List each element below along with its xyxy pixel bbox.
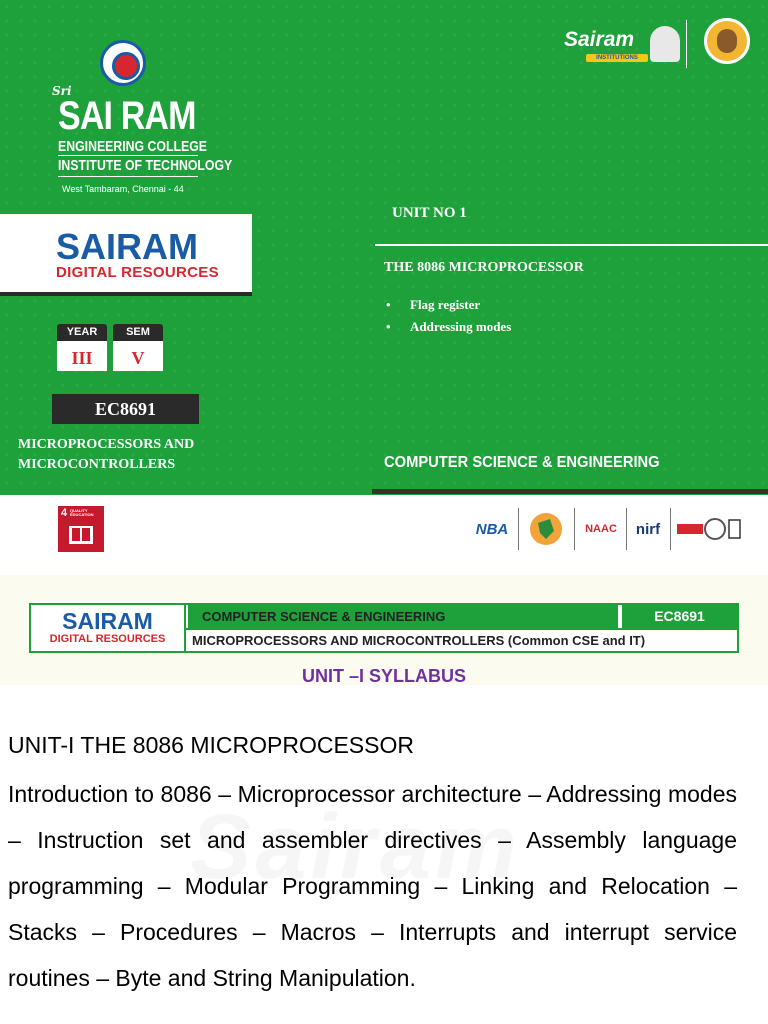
topic-list (386, 297, 511, 341)
department-name: COMPUTER SCIENCE & ENGINEERING (384, 454, 660, 471)
nba-logo-icon: NBA (475, 520, 509, 538)
course-code: EC8691 (52, 394, 199, 424)
book-icon (69, 526, 93, 544)
header-department: COMPUTER SCIENCE & ENGINEERING (188, 605, 618, 628)
unit-title: UNIT-I THE 8086 MICROPROCESSOR (8, 732, 414, 758)
college-crest-icon (100, 40, 146, 86)
sem-value: V (113, 341, 163, 371)
naac-logo-icon: NAAC (585, 523, 617, 535)
portrait-icon (650, 26, 680, 62)
sdg-quality-education-icon (58, 506, 104, 552)
divider (626, 508, 627, 550)
college-line2: ENGINEERING COLLEGE (58, 138, 207, 155)
divider (58, 155, 198, 156)
divider (670, 508, 671, 550)
divider (375, 244, 768, 246)
sdg-text: QUALITY EDUCATION (70, 508, 94, 517)
course-name: MICROPROCESSORS AND MICROCONTROLLERS (18, 437, 195, 472)
college-prefix: Sri (52, 84, 72, 98)
syllabus-heading: UNIT –I SYLLABUS (301, 666, 466, 686)
sairam-digital-resources-logo (31, 605, 186, 651)
header-subject: MICROPROCESSORS AND MICROCONTROLLERS (Common CSE and IT) (192, 633, 646, 648)
banner-title: SAIRAM (56, 226, 198, 267)
accreditation-logos (474, 506, 744, 552)
sem-box (113, 324, 163, 374)
nirf-logo-icon: nirf (635, 520, 661, 538)
header-course-code: EC8691 (620, 605, 737, 628)
logo-title: SAIRAM (62, 608, 153, 634)
brand-name: Sairam (564, 28, 635, 51)
college-line3: INSTITUTE OF TECHNOLOGY (58, 157, 233, 174)
year-value: III (57, 341, 107, 371)
founder-seal-icon (704, 18, 750, 64)
divider (372, 489, 768, 494)
list-item: • Flag register (386, 297, 511, 319)
sem-label: SEM (113, 324, 163, 341)
sdg-number: 4 (61, 507, 68, 519)
year-label: YEAR (57, 324, 107, 341)
syllabus-slide (0, 575, 768, 1024)
unit-topic: THE 8086 MICROPROCESSOR (384, 260, 584, 275)
brand-tagline: INSTITUTIONS (586, 54, 648, 62)
banner-subtitle: DIGITAL RESOURCES (56, 264, 219, 281)
divider (518, 508, 519, 550)
unit-number: UNIT NO 1 (392, 205, 467, 221)
year-box (57, 324, 107, 374)
certification-logo-icon (676, 506, 742, 552)
college-logo (48, 36, 233, 201)
college-name: SAI RAM (58, 94, 196, 138)
divider (58, 176, 198, 177)
slide-header (29, 603, 739, 653)
college-address: West Tambaram, Chennai - 44 (62, 184, 184, 194)
divider (574, 508, 575, 550)
syllabus-body: Introduction to 8086 – Microprocessor architecture – Addressing modes – Instruction set and assembler directives – Assembly language programming – Modular Programming – Linking and Relocation – Stacks – Procedures – Macros – Interrupts and interrupt service routines – Byte and String Manipulation. (8, 781, 737, 991)
sairam-institutions-logo (556, 24, 756, 70)
digital-resources-banner (0, 214, 252, 296)
divider (686, 20, 687, 68)
list-item: • Addressing modes (386, 319, 511, 341)
india-emblem-icon (526, 506, 566, 552)
logo-subtitle: DIGITAL RESOURCES (49, 633, 166, 645)
